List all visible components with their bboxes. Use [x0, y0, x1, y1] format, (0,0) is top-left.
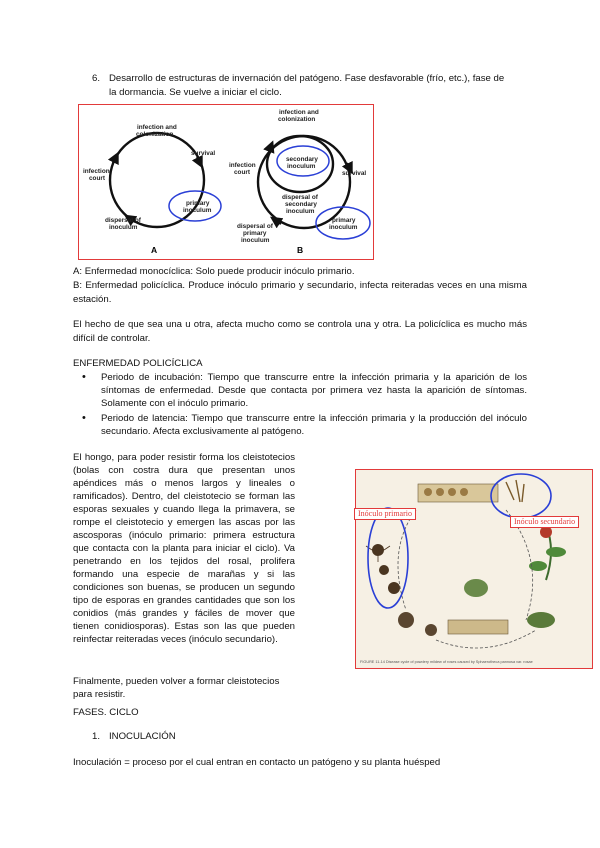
cleistothecium-icon	[379, 565, 389, 575]
label-inoculo-primario: Inóculo primario	[354, 508, 416, 520]
caption-a: A: Enfermedad monocíclica: Solo puede producir inóculo primario.	[73, 266, 355, 277]
cleistothecium-icon	[388, 582, 400, 594]
paragraph-hongo: El hongo, para poder resistir forma los cleistotecios (bolas con costra dura que presentan unos apéndices más o menos largos y lineales o ramificados). Dentro, del cleistotecio se forman las esporas sexuales y cuando llega la primavera, se rompe el cleistotecio y emergen las ascas por las ascosporas (inóculo primario: primera estructura que contacta con la planta para iniciar el ciclo). Va penetrando en los tejidos del rosal, prolifera formando una especie de marañas y si las condiciones son buenas, se producen un segundo tipo de esporas en grandes cantidades que son los conidios (más grandes y fáciles de mover que tienen conidiosporas). Estas son las que pueden reinfectar reiteradas veces (inóculo secundario).	[73, 452, 295, 645]
fases-item-title: INOCULACIÓN	[109, 731, 176, 742]
list-item: • Periodo de incubación: Tiempo que transcurre entre la infección primaria y la aparición de los síntomas de enfermedad. Desde que contacta por primera vez hasta la aparición de síntomas. Solamente con el inóculo primario.	[73, 371, 527, 410]
cell-icon	[424, 488, 432, 496]
item-number: 6.	[92, 73, 101, 84]
definition-inoculacion: Inoculación = proceso por el cual entran en contacto un patógeno y su planta huésped	[73, 757, 441, 768]
infected-tissue	[448, 620, 508, 634]
fases-item-number: 1.	[92, 731, 101, 742]
arrow-icon	[113, 157, 116, 163]
label-b-disp-sec2: secondary	[285, 201, 317, 208]
infected-leaf-icon	[464, 579, 488, 597]
cleistothecium-icon	[398, 612, 414, 628]
label-b-disp-pri2: primary	[243, 230, 267, 237]
label-b-primary2: inoculum	[329, 224, 358, 231]
label-b-disp-sec3: inoculum	[286, 208, 315, 215]
disease-cycle-svg	[79, 105, 372, 258]
label-a-court1: infection	[83, 168, 110, 175]
caption-b: B: Enfermedad policíclica. Produce inóculo primario y secundario, infecta reiteradas veces en una misma estación.	[73, 280, 527, 305]
label-b-court1: infection	[229, 162, 256, 169]
rose-leaf-icon	[546, 547, 566, 557]
list-item: • Periodo de latencia: Tiempo que transcurre entre la infección primaria y la producción del inóculo secundario. Afecta exclusivamente al patógeno.	[73, 412, 527, 438]
label-a-survival: survival	[191, 150, 216, 157]
label-b-colonization: colonization	[278, 116, 316, 123]
label-b-court2: court	[234, 169, 250, 176]
cleistothecium-icon	[372, 544, 384, 556]
label-a-disp1: dispersal of	[105, 217, 141, 224]
label-b-disp-pri3: inoculum	[241, 237, 270, 244]
cleistothecium-icon	[425, 624, 437, 636]
label-a-primary2: inoculum	[183, 207, 212, 214]
disease-cycle-diagram	[78, 104, 374, 260]
cell-icon	[436, 488, 444, 496]
label-a-colonization: colonization	[136, 131, 174, 138]
label-inoculo-secundario: Inóculo secundario	[510, 516, 579, 528]
label-a-court2: court	[89, 175, 105, 182]
label-a-infection: infection and	[137, 124, 177, 131]
label-b-secondary2: inoculum	[287, 163, 316, 170]
label-a-primary1: primary	[186, 200, 210, 207]
illustration-caption: FIGURE 11-14 Disease cycle of powdery mildew of roses caused by Sphaerotheca pannosa var. rosae	[360, 660, 533, 664]
item-text-line1: Desarrollo de estructuras de invernación del patógeno. Fase desfavorable (frío, etc.), fase de	[109, 73, 505, 84]
label-b-primary1: primary	[332, 217, 356, 224]
label-b-survival: survival	[342, 170, 367, 177]
label-b-secondary1: secondary	[286, 156, 318, 163]
paragraph-hongo-final: Finalmente, pueden volver a formar cleistotecios para resistir.	[73, 676, 280, 700]
label-b-disp-pri1: dispersal of	[237, 223, 273, 230]
leaf-icon	[527, 612, 555, 628]
label-b-infection: infection and	[279, 109, 319, 116]
label-b-disp-sec1: dispersal of	[282, 194, 318, 201]
label-a: A	[151, 245, 158, 255]
cell-icon	[448, 488, 456, 496]
illustration-svg	[356, 470, 591, 667]
label-a-disp2: inoculum	[109, 224, 138, 231]
powdery-mildew-cycle-illustration	[355, 469, 593, 669]
policiclica-list	[73, 371, 527, 438]
cell-icon	[460, 488, 468, 496]
section-heading-fases: FASES. CICLO	[73, 707, 139, 718]
section-heading-policiclica: ENFERMEDAD POLICÍCLICA	[73, 358, 203, 369]
paragraph-control: El hecho de que sea una u otra, afecta mucho como se controla una y otra. La policíclica es mucho más difícil de controlar.	[73, 319, 527, 344]
label-b: B	[297, 245, 304, 255]
item-text-line2: la dormancia. Se vuelve a iniciar el ciclo.	[109, 87, 282, 98]
